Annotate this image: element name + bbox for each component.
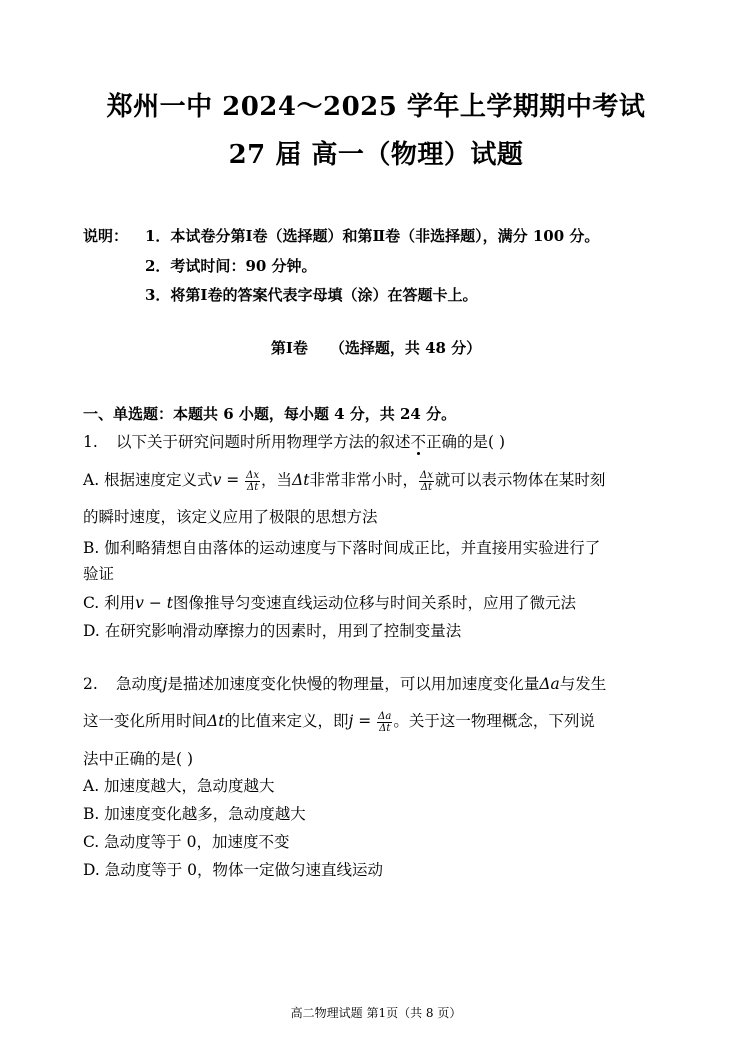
q2-stem2-text3: 。关于这一物理概念，下列说	[393, 712, 595, 730]
q1-optA-v: v	[212, 471, 222, 489]
q1-optA-text4: 就可以表示物体在某时刻	[434, 471, 606, 489]
q1-optC-text2: 图像推导匀变速直线运动位移与时间关系时，应用了微元法	[173, 594, 577, 612]
exam-title-line2: 27 届 高一（物理）试题	[228, 140, 524, 170]
instruction-item-3: 3．将第Ⅰ卷的答案代表字母填（涂）在答题卡上。	[145, 286, 478, 304]
q2-stem-line3: 法中正确的是( )	[83, 750, 194, 768]
q1-optA-text2: ，当	[261, 471, 293, 489]
q1-optC-math: v − t	[135, 594, 173, 612]
q1-optA-num2: Δx	[420, 469, 433, 481]
q2-option-d: D. 急动度等于 0，物体一定做匀速直线运动	[83, 861, 384, 879]
q2-stem2-text2: 的比值来定义，即	[224, 712, 349, 730]
q2-stem-text3: 与发生	[559, 675, 607, 693]
q2-number: 2.	[83, 675, 98, 693]
q2-stem-text2: 是描述加速度变化快慢的物理量，可以用加速度变化量	[167, 675, 540, 693]
q1-option-b-line2: 验证	[83, 565, 115, 583]
q2-stem2-eq: =	[353, 712, 377, 730]
q2-stem-da: Δa	[539, 675, 560, 693]
q1-stem	[83, 431, 683, 453]
q1-option-a	[83, 469, 683, 493]
q2-stem-line2	[83, 710, 683, 734]
q1-number: 1.	[83, 433, 98, 451]
part1-heading	[0, 337, 752, 358]
q1-optA-dt: Δt	[292, 471, 310, 489]
q2-stem2-dt: Δt	[207, 712, 225, 730]
q2-stem2-text: 这一变化所用时间	[83, 712, 208, 730]
q1-optA-text3: 非常非常小时，	[309, 471, 419, 489]
q1-option-b: B. 伽利略猜想自由落体的运动速度与下落时间成正比，并直接用实验进行了	[83, 539, 601, 557]
page-footer: 高二物理试题 第1页（共 8 页）	[290, 1006, 462, 1020]
q2-stem2-num: Δa	[378, 710, 392, 722]
q2-stem2-j: j	[348, 712, 354, 730]
instruction-item-1: 1．本试卷分第Ⅰ卷（选择题）和第Ⅱ卷（非选择题），满分 100 分。	[145, 227, 600, 245]
part1-name: 第Ⅰ卷	[270, 339, 308, 357]
q2-stem	[83, 673, 683, 695]
q2-stem2-fraction	[377, 711, 392, 734]
q2-stem-j: j	[162, 675, 168, 693]
q1-option-a-line2: 的瞬时速度，该定义应用了极限的思想方法	[83, 508, 378, 526]
q1-option-d: D. 在研究影响滑动摩擦力的因素时，用到了控制变量法	[83, 622, 462, 640]
q1-optA-text: A. 根据速度定义式	[83, 471, 213, 489]
q2-stem-text: 急动度	[116, 675, 163, 693]
q2-option-b: B. 加速度变化越多，急动度越大	[83, 805, 306, 823]
q1-optA-den: Δt	[246, 481, 259, 493]
q1-stem-text: 以下关于研究问题时所用物理学方法的叙述	[116, 433, 411, 451]
part1-desc: （选择题，共 48 分）	[329, 339, 482, 357]
instruction-item-2: 2．考试时间：90 分钟。	[145, 257, 317, 275]
q1-option-c	[83, 592, 683, 614]
q2-stem2-den: Δt	[379, 722, 391, 734]
q1-optA-fraction	[245, 470, 260, 493]
instructions-label: 说明：	[83, 227, 129, 245]
section1-heading: 一、单选题：本题共 6 小题，每小题 4 分，共 24 分。	[83, 405, 457, 423]
q2-option-c: C. 急动度等于 0，加速度不变	[83, 833, 290, 851]
q1-optA-num: Δx	[246, 469, 260, 481]
q1-optA-den2: Δt	[420, 481, 433, 493]
q1-optA-eq: =	[221, 471, 245, 489]
q2-option-a: A. 加速度越大，急动度越大	[83, 777, 275, 795]
q1-optA-fraction2	[419, 470, 434, 493]
q1-stem-end: 正确的是( )	[426, 433, 506, 451]
q1-emphasis: 不	[410, 433, 427, 451]
q1-optC-text: C. 利用	[83, 594, 136, 612]
exam-title-line1: 郑州一中 2024～2025 学年上学期期中考试	[106, 92, 646, 122]
